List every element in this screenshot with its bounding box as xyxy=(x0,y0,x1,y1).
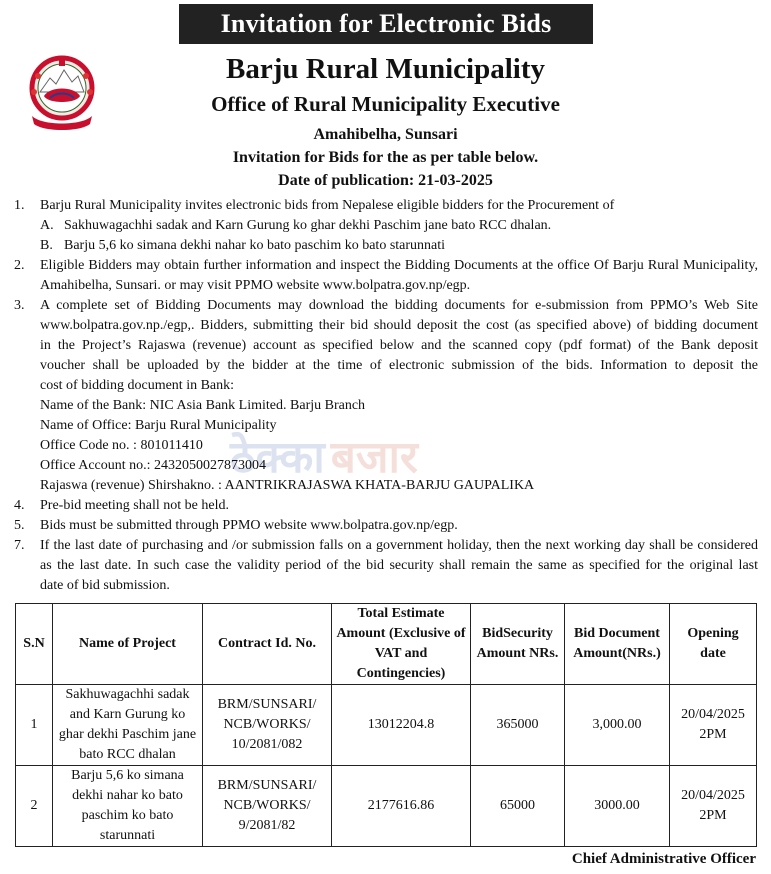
cell-estimate: 13012204.8 xyxy=(332,685,471,766)
col-header-contract: Contract Id. No. xyxy=(203,604,332,685)
list-item xyxy=(14,516,758,536)
municipality-name: Barju Rural Municipality xyxy=(225,53,545,85)
item-text-line: www.bolpatra.gov.np./egp,. Bidders, submitting their bid should deposit the cost (as specified above) of bidding document xyxy=(40,318,758,333)
rajaswa-shirshak: Rajaswa (revenue) Shirshakno. : AANTRIKRAJASWA KHATA-BARJU GAUPALIKA xyxy=(40,478,535,493)
invitation-line: Invitation for Bids for the as per table below. xyxy=(232,149,539,166)
item-text-line: Amahibelha, Sunsari. or may visit PPMO website www.bolpatra.gov.np/egp. xyxy=(40,278,471,293)
office-name: Office of Rural Municipality Executive xyxy=(211,92,560,116)
office-code: Office Code no. : 801011410 xyxy=(40,438,203,453)
col-header-project: Name of Project xyxy=(53,604,203,685)
cell-sn: 2 xyxy=(16,766,53,847)
list-item xyxy=(14,196,758,256)
list-item xyxy=(14,256,758,296)
cell-opening: 20/04/2025 2PM xyxy=(670,685,757,766)
cell-security: 365000 xyxy=(471,685,565,766)
item-text-line: date of bid submission. xyxy=(40,578,170,593)
item-text: Barju Rural Municipality invites electronic bids from Nepalese eligible bidders for the Procurement of xyxy=(40,198,615,213)
cell-project: Sakhuwagachhi sadak and Karn Gurung ko ghar dekhi Paschim jane bato RCC dhalan xyxy=(53,685,203,766)
sub-item-text: Sakhuwagachhi sadak and Karn Gurung ko ghar dekhi Paschim jane bato RCC dhalan. xyxy=(64,218,552,233)
col-header-security: BidSecurity Amount NRs. xyxy=(471,604,565,685)
publication-date: Date of publication: 21-03-2025 xyxy=(278,172,493,189)
cell-estimate: 2177616.86 xyxy=(332,766,471,847)
item-number: 4. xyxy=(14,498,25,513)
sub-item xyxy=(40,236,758,256)
cell-security: 65000 xyxy=(471,766,565,847)
item-text-line: If the last date of purchasing and /or submission falls on a government holiday, then the next working day shall be considered xyxy=(40,538,758,553)
table-row xyxy=(16,766,757,847)
list-item xyxy=(14,296,758,496)
item-text-line: as the last date. In such case the validity period of the bid security shall remain the same as specified for the original last xyxy=(40,558,758,573)
item-number: 3. xyxy=(14,298,25,313)
item-text: Bids must be submitted through PPMO website www.bolpatra.gov.np/egp. xyxy=(40,518,458,533)
item-text-line: A complete set of Bidding Documents may download the bidding documents for e-submission from PPMO’s Web Site xyxy=(40,298,758,313)
cell-contract: BRM/SUNSARI/ NCB/WORKS/ 10/2081/082 xyxy=(203,685,332,766)
item-number: 5. xyxy=(14,518,25,533)
cell-contract: BRM/SUNSARI/ NCB/WORKS/ 9/2081/82 xyxy=(203,766,332,847)
col-header-opening: Opening date xyxy=(670,604,757,685)
watermark-part2: बजार xyxy=(330,432,418,483)
sub-item-number: B. xyxy=(40,238,53,253)
bank-name: Name of the Bank: NIC Asia Bank Limited. Barju Branch xyxy=(40,398,366,413)
bids-table xyxy=(15,603,757,847)
item-text: Pre-bid meeting shall not be held. xyxy=(40,498,229,513)
item-text-line: voucher shall be uploaded by the bidder at the time of electronic submission of the bids. Information to deposit the xyxy=(40,358,758,373)
cell-project: Barju 5,6 ko simana dekhi nahar ko bato paschim ko bato starunnati xyxy=(53,766,203,847)
cell-document: 3,000.00 xyxy=(565,685,670,766)
item-text-line: Eligible Bidders may obtain further information and inspect the Bidding Documents at the office Of Barju Rural Municipality, xyxy=(40,258,758,273)
item-number: 1. xyxy=(14,198,25,213)
item-number: 2. xyxy=(14,258,25,273)
location: Amahibelha, Sunsari xyxy=(313,126,458,143)
page-banner: Invitation for Electronic Bids xyxy=(179,4,593,44)
table-header-row xyxy=(16,604,757,685)
item-text-line: cost of bidding document in Bank: xyxy=(40,378,235,393)
notice-body xyxy=(14,196,758,596)
office-name-line: Name of Office: Barju Rural Municipality xyxy=(40,418,277,433)
list-item xyxy=(14,536,758,596)
sub-item xyxy=(40,216,758,236)
cell-sn: 1 xyxy=(16,685,53,766)
sub-item-number: A. xyxy=(40,218,54,233)
list-item xyxy=(14,496,758,516)
sub-item-text: Barju 5,6 ko simana dekhi nahar ko bato paschim ko bato starunnati xyxy=(64,238,446,253)
col-header-document: Bid Document Amount(NRs.) xyxy=(565,604,670,685)
signatory: Chief Administrative Officer xyxy=(571,851,756,867)
col-header-estimate: Total Estimate Amount (Exclusive of VAT and Contingencies) xyxy=(332,604,471,685)
table-row xyxy=(16,685,757,766)
item-number: 7. xyxy=(14,538,25,553)
item-text-line: in the Project’s Rajaswa (revenue) account as specified below and the scanned copy (pdf format) of the Bank deposit xyxy=(40,338,758,353)
office-account: Office Account no.: 2432050027873004 xyxy=(40,458,267,473)
col-header-sn: S.N xyxy=(16,604,53,685)
cell-document: 3000.00 xyxy=(565,766,670,847)
watermark-part1: ठेक्का xyxy=(230,432,325,483)
cell-opening: 20/04/2025 2PM xyxy=(670,766,757,847)
